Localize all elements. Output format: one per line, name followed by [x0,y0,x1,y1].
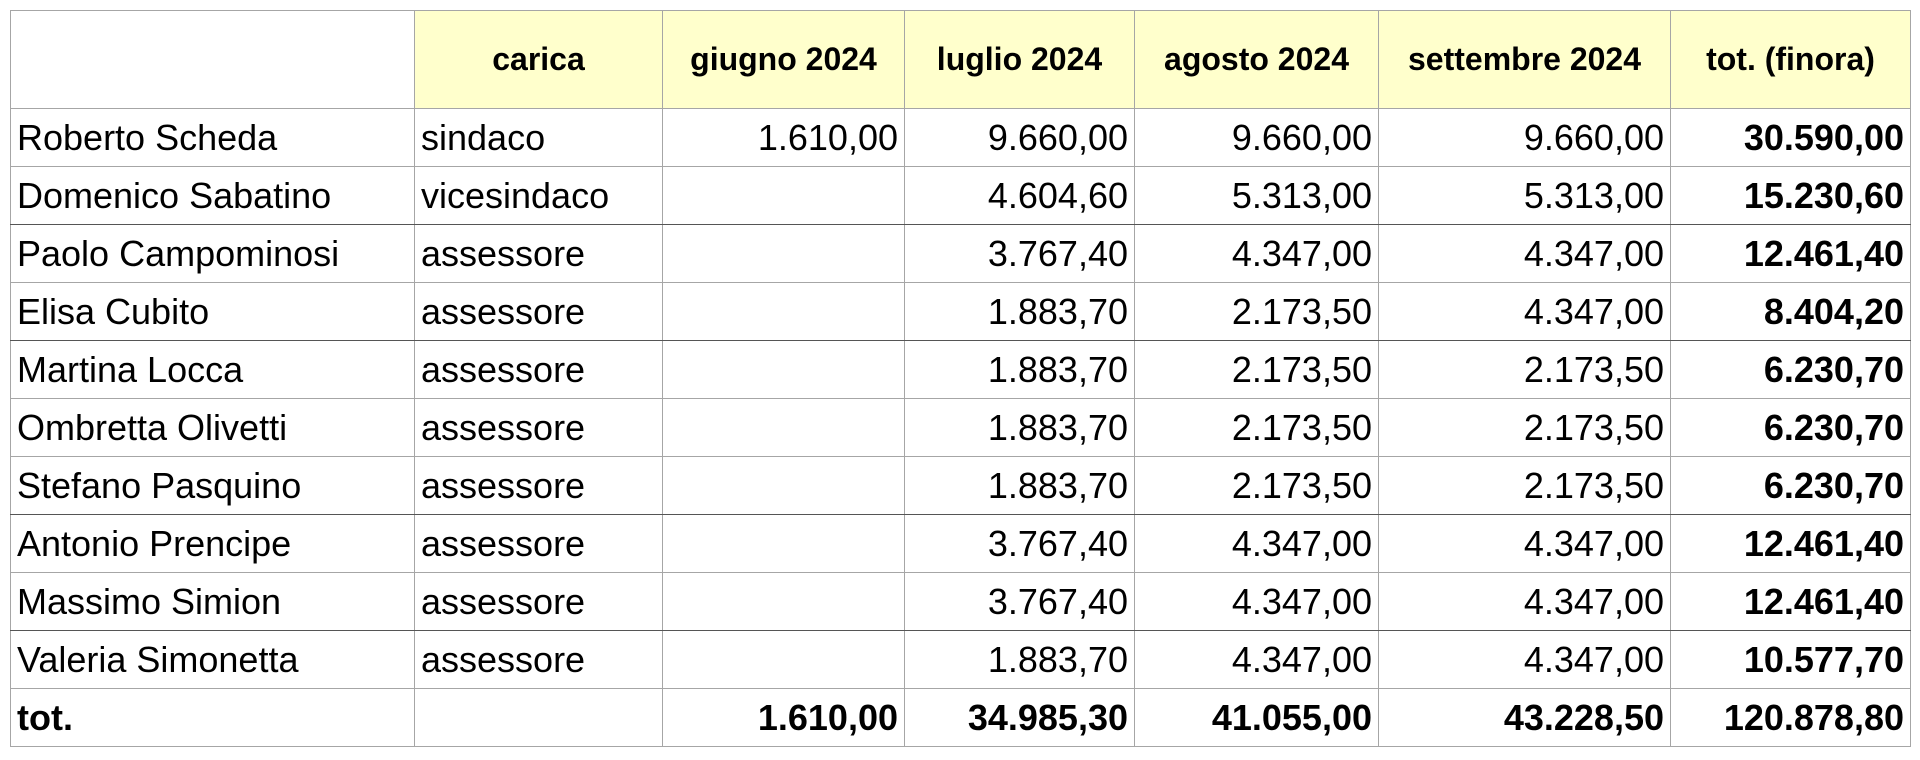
totals-giugno: 1.610,00 [663,689,905,747]
totals-role [415,689,663,747]
table-row [11,457,1911,515]
cell-total: 6.230,70 [1671,399,1911,457]
cell-giugno [663,631,905,689]
table-row [11,341,1911,399]
totals-luglio: 34.985,30 [905,689,1135,747]
cell-role: vicesindaco [415,167,663,225]
cell-giugno [663,399,905,457]
cell-agosto: 2.173,50 [1135,341,1379,399]
cell-luglio: 1.883,70 [905,341,1135,399]
totals-settembre: 43.228,50 [1379,689,1671,747]
table-row [11,167,1911,225]
cell-total: 6.230,70 [1671,457,1911,515]
cell-agosto: 2.173,50 [1135,283,1379,341]
cell-settembre: 5.313,00 [1379,167,1671,225]
cell-luglio: 1.883,70 [905,399,1135,457]
cell-role: assessore [415,399,663,457]
cell-settembre: 4.347,00 [1379,631,1671,689]
cell-name: Roberto Scheda [11,109,415,167]
cell-total: 15.230,60 [1671,167,1911,225]
totals-label: tot. [11,689,415,747]
header-agosto: agosto 2024 [1135,11,1379,109]
table-row [11,283,1911,341]
cell-total: 8.404,20 [1671,283,1911,341]
cell-giugno [663,167,905,225]
cell-giugno: 1.610,00 [663,109,905,167]
cell-name: Antonio Prencipe [11,515,415,573]
header-row [11,11,1911,109]
cell-role: assessore [415,457,663,515]
cell-agosto: 4.347,00 [1135,631,1379,689]
cell-agosto: 2.173,50 [1135,399,1379,457]
cell-total: 6.230,70 [1671,341,1911,399]
cell-luglio: 3.767,40 [905,573,1135,631]
cell-luglio: 3.767,40 [905,225,1135,283]
table-row [11,573,1911,631]
cell-luglio: 3.767,40 [905,515,1135,573]
cell-total: 12.461,40 [1671,573,1911,631]
cell-settembre: 2.173,50 [1379,399,1671,457]
cell-giugno [663,341,905,399]
cell-role: assessore [415,631,663,689]
cell-luglio: 1.883,70 [905,631,1135,689]
table-row [11,109,1911,167]
table-row [11,515,1911,573]
cell-settembre: 4.347,00 [1379,515,1671,573]
cell-luglio: 9.660,00 [905,109,1135,167]
table-header [11,11,1911,109]
cell-settembre: 2.173,50 [1379,457,1671,515]
cell-name: Martina Locca [11,341,415,399]
header-giugno: giugno 2024 [663,11,905,109]
header-settembre: settembre 2024 [1379,11,1671,109]
cell-total: 12.461,40 [1671,515,1911,573]
cell-luglio: 4.604,60 [905,167,1135,225]
cell-giugno [663,225,905,283]
cell-giugno [663,457,905,515]
cell-name: Ombretta Olivetti [11,399,415,457]
cell-role: assessore [415,573,663,631]
cell-role: sindaco [415,109,663,167]
header-luglio: luglio 2024 [905,11,1135,109]
cell-name: Elisa Cubito [11,283,415,341]
cell-name: Valeria Simonetta [11,631,415,689]
cell-settembre: 2.173,50 [1379,341,1671,399]
cell-luglio: 1.883,70 [905,457,1135,515]
cell-name: Stefano Pasquino [11,457,415,515]
cell-role: assessore [415,283,663,341]
cell-settembre: 4.347,00 [1379,573,1671,631]
cell-agosto: 4.347,00 [1135,515,1379,573]
cell-total: 10.577,70 [1671,631,1911,689]
cell-giugno [663,515,905,573]
cell-name: Massimo Simion [11,573,415,631]
header-carica: carica [415,11,663,109]
cell-agosto: 2.173,50 [1135,457,1379,515]
cell-name: Paolo Campominosi [11,225,415,283]
cell-agosto: 5.313,00 [1135,167,1379,225]
table-body [11,109,1911,689]
cell-settembre: 9.660,00 [1379,109,1671,167]
cell-agosto: 4.347,00 [1135,573,1379,631]
cell-luglio: 1.883,70 [905,283,1135,341]
cell-giugno [663,573,905,631]
cell-agosto: 4.347,00 [1135,225,1379,283]
table-row [11,631,1911,689]
cell-total: 12.461,40 [1671,225,1911,283]
totals-agosto: 41.055,00 [1135,689,1379,747]
cell-role: assessore [415,341,663,399]
table-row [11,399,1911,457]
header-total: tot. (finora) [1671,11,1911,109]
cell-giugno [663,283,905,341]
totals-grand-total: 120.878,80 [1671,689,1911,747]
table-row [11,225,1911,283]
table-footer [11,689,1911,747]
cell-settembre: 4.347,00 [1379,283,1671,341]
compensation-table [10,10,1911,747]
cell-settembre: 4.347,00 [1379,225,1671,283]
cell-role: assessore [415,515,663,573]
header-blank-cell [11,11,415,109]
cell-agosto: 9.660,00 [1135,109,1379,167]
cell-name: Domenico Sabatino [11,167,415,225]
cell-role: assessore [415,225,663,283]
cell-total: 30.590,00 [1671,109,1911,167]
totals-row [11,689,1911,747]
